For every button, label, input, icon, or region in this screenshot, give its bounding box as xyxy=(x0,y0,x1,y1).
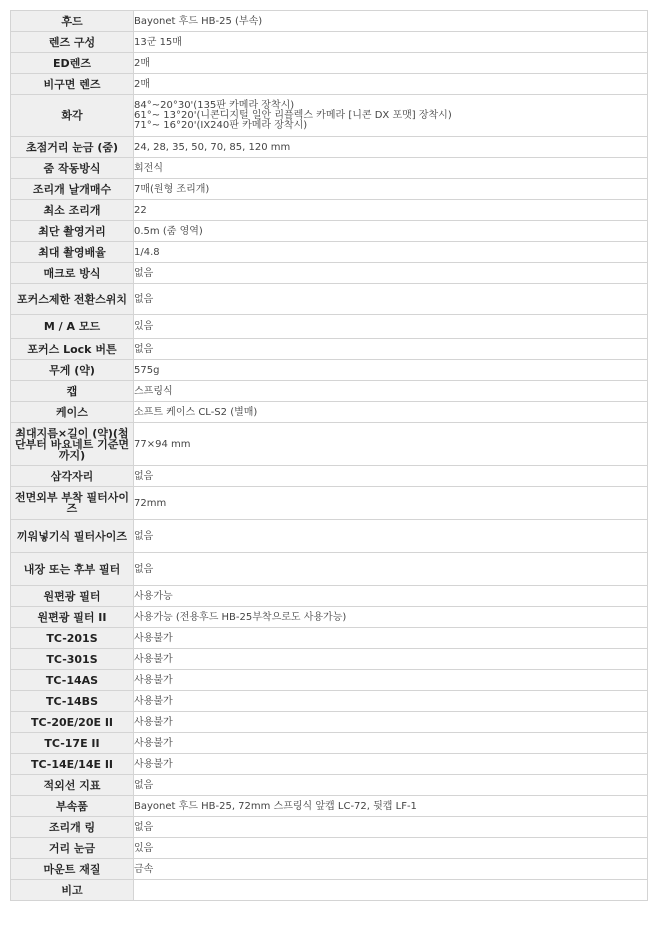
spec-row xyxy=(11,11,648,32)
spec-label: 캡 xyxy=(11,381,134,402)
spec-row xyxy=(11,53,648,74)
spec-label: TC-14E/14E II xyxy=(11,754,134,775)
spec-value-line: 71°~ 16°20'(IX240판 카메라 장착시) xyxy=(134,119,308,131)
spec-label: 화각 xyxy=(11,95,134,137)
spec-row xyxy=(11,586,648,607)
spec-label: 최대 촬영배율 xyxy=(11,242,134,263)
spec-label: 포커스 Lock 버튼 xyxy=(11,339,134,360)
spec-row xyxy=(11,339,648,360)
spec-row xyxy=(11,284,648,315)
spec-row xyxy=(11,880,648,901)
spec-value: 금속 xyxy=(134,859,648,880)
spec-row xyxy=(11,712,648,733)
spec-row xyxy=(11,315,648,339)
spec-label: 초점거리 눈금 (줌) xyxy=(11,137,134,158)
spec-value: 사용불가 xyxy=(134,712,648,733)
spec-label: TC-14AS xyxy=(11,670,134,691)
lens-spec-table xyxy=(10,10,648,901)
spec-label: 삼각자리 xyxy=(11,466,134,487)
spec-value: 사용가능 xyxy=(134,586,648,607)
spec-label: 마운트 재질 xyxy=(11,859,134,880)
spec-label: 최대지름×길이 (약)(첨단부터 바요네트 기준면까지) xyxy=(11,423,134,466)
spec-value: 사용불가 xyxy=(134,628,648,649)
spec-value: 77×94 mm xyxy=(134,423,648,466)
spec-value: 2매 xyxy=(134,74,648,95)
spec-value: Bayonet 후드 HB-25 (부속) xyxy=(134,11,648,32)
spec-label: TC-301S xyxy=(11,649,134,670)
spec-label: 최단 촬영거리 xyxy=(11,221,134,242)
spec-label: TC-20E/20E II xyxy=(11,712,134,733)
spec-label: 후드 xyxy=(11,11,134,32)
spec-label: 최소 조리개 xyxy=(11,200,134,221)
spec-row xyxy=(11,263,648,284)
spec-label: 줌 작동방식 xyxy=(11,158,134,179)
spec-value: 사용불가 xyxy=(134,649,648,670)
spec-value: 사용불가 xyxy=(134,733,648,754)
spec-row xyxy=(11,242,648,263)
spec-label: 매크로 방식 xyxy=(11,263,134,284)
spec-value: 사용불가 xyxy=(134,691,648,712)
spec-value: 24, 28, 35, 50, 70, 85, 120 mm xyxy=(134,137,648,158)
spec-label: 렌즈 구성 xyxy=(11,32,134,53)
spec-label: 적외선 지표 xyxy=(11,775,134,796)
spec-label: TC-201S xyxy=(11,628,134,649)
spec-value: 575g xyxy=(134,360,648,381)
spec-value: Bayonet 후드 HB-25, 72mm 스프링식 앞캡 LC-72, 뒷캡 LF-1 xyxy=(134,796,648,817)
spec-label: 포커스제한 전환스위치 xyxy=(11,284,134,315)
spec-label: 전면외부 부착 필터사이즈 xyxy=(11,487,134,520)
spec-label: 내장 또는 후부 필터 xyxy=(11,553,134,586)
spec-label: ED렌즈 xyxy=(11,53,134,74)
spec-row xyxy=(11,628,648,649)
spec-table-body xyxy=(11,11,648,901)
spec-label: 비구면 렌즈 xyxy=(11,74,134,95)
spec-value: 소프트 케이스 CL-S2 (별매) xyxy=(134,402,648,423)
spec-row xyxy=(11,360,648,381)
spec-row xyxy=(11,487,648,520)
spec-row xyxy=(11,838,648,859)
spec-row xyxy=(11,423,648,466)
spec-row xyxy=(11,607,648,628)
spec-label: TC-17E II xyxy=(11,733,134,754)
spec-label: 부속품 xyxy=(11,796,134,817)
spec-row xyxy=(11,381,648,402)
spec-value: 있음 xyxy=(134,315,648,339)
spec-value: 없음 xyxy=(134,520,648,553)
spec-row xyxy=(11,179,648,200)
spec-row xyxy=(11,649,648,670)
spec-value: 스프링식 xyxy=(134,381,648,402)
spec-label: 케이스 xyxy=(11,402,134,423)
spec-value: 없음 xyxy=(134,553,648,586)
spec-row xyxy=(11,520,648,553)
spec-value: 없음 xyxy=(134,339,648,360)
spec-value xyxy=(134,880,648,901)
spec-label: 비고 xyxy=(11,880,134,901)
spec-label: 거리 눈금 xyxy=(11,838,134,859)
spec-value: 사용불가 xyxy=(134,670,648,691)
spec-row xyxy=(11,796,648,817)
spec-value: 없음 xyxy=(134,775,648,796)
spec-row xyxy=(11,158,648,179)
spec-value: 0.5m (줌 영역) xyxy=(134,221,648,242)
spec-row xyxy=(11,859,648,880)
spec-row xyxy=(11,670,648,691)
spec-row xyxy=(11,221,648,242)
spec-row xyxy=(11,32,648,53)
spec-row xyxy=(11,137,648,158)
spec-label: 무게 (약) xyxy=(11,360,134,381)
spec-label: 원편광 필터 II xyxy=(11,607,134,628)
spec-value: 1/4.8 xyxy=(134,242,648,263)
spec-value: 있음 xyxy=(134,838,648,859)
spec-row xyxy=(11,402,648,423)
spec-value: 없음 xyxy=(134,284,648,315)
spec-value: 22 xyxy=(134,200,648,221)
spec-row xyxy=(11,200,648,221)
spec-value: 회전식 xyxy=(134,158,648,179)
spec-label: 조리개 링 xyxy=(11,817,134,838)
spec-label: M / A 모드 xyxy=(11,315,134,339)
spec-value: 72mm xyxy=(134,487,648,520)
spec-row xyxy=(11,466,648,487)
spec-row xyxy=(11,691,648,712)
spec-label: 끼워넣기식 필터사이즈 xyxy=(11,520,134,553)
spec-row xyxy=(11,754,648,775)
spec-value: 없음 xyxy=(134,263,648,284)
spec-value: 없음 xyxy=(134,817,648,838)
spec-row xyxy=(11,775,648,796)
spec-label: 원편광 필터 xyxy=(11,586,134,607)
spec-value: 7매(원형 조리개) xyxy=(134,179,648,200)
spec-row xyxy=(11,817,648,838)
spec-value: 13군 15매 xyxy=(134,32,648,53)
spec-value xyxy=(134,95,648,137)
spec-value-line: 84°~20°30'(135판 카메라 장착시) xyxy=(134,99,295,111)
spec-value: 없음 xyxy=(134,466,648,487)
spec-value-line: 61°~ 13°20'(니콘디지털 일안 리플렉스 카메라 [니콘 DX 포맷] 장착시) xyxy=(134,109,452,121)
spec-value: 사용가능 (전용후드 HB-25부착으로도 사용가능) xyxy=(134,607,648,628)
spec-row xyxy=(11,733,648,754)
spec-row xyxy=(11,95,648,137)
spec-value: 2매 xyxy=(134,53,648,74)
spec-row xyxy=(11,553,648,586)
spec-value: 사용불가 xyxy=(134,754,648,775)
spec-table-container xyxy=(10,10,648,901)
spec-row xyxy=(11,74,648,95)
spec-label: 조리개 날개매수 xyxy=(11,179,134,200)
spec-label: TC-14BS xyxy=(11,691,134,712)
